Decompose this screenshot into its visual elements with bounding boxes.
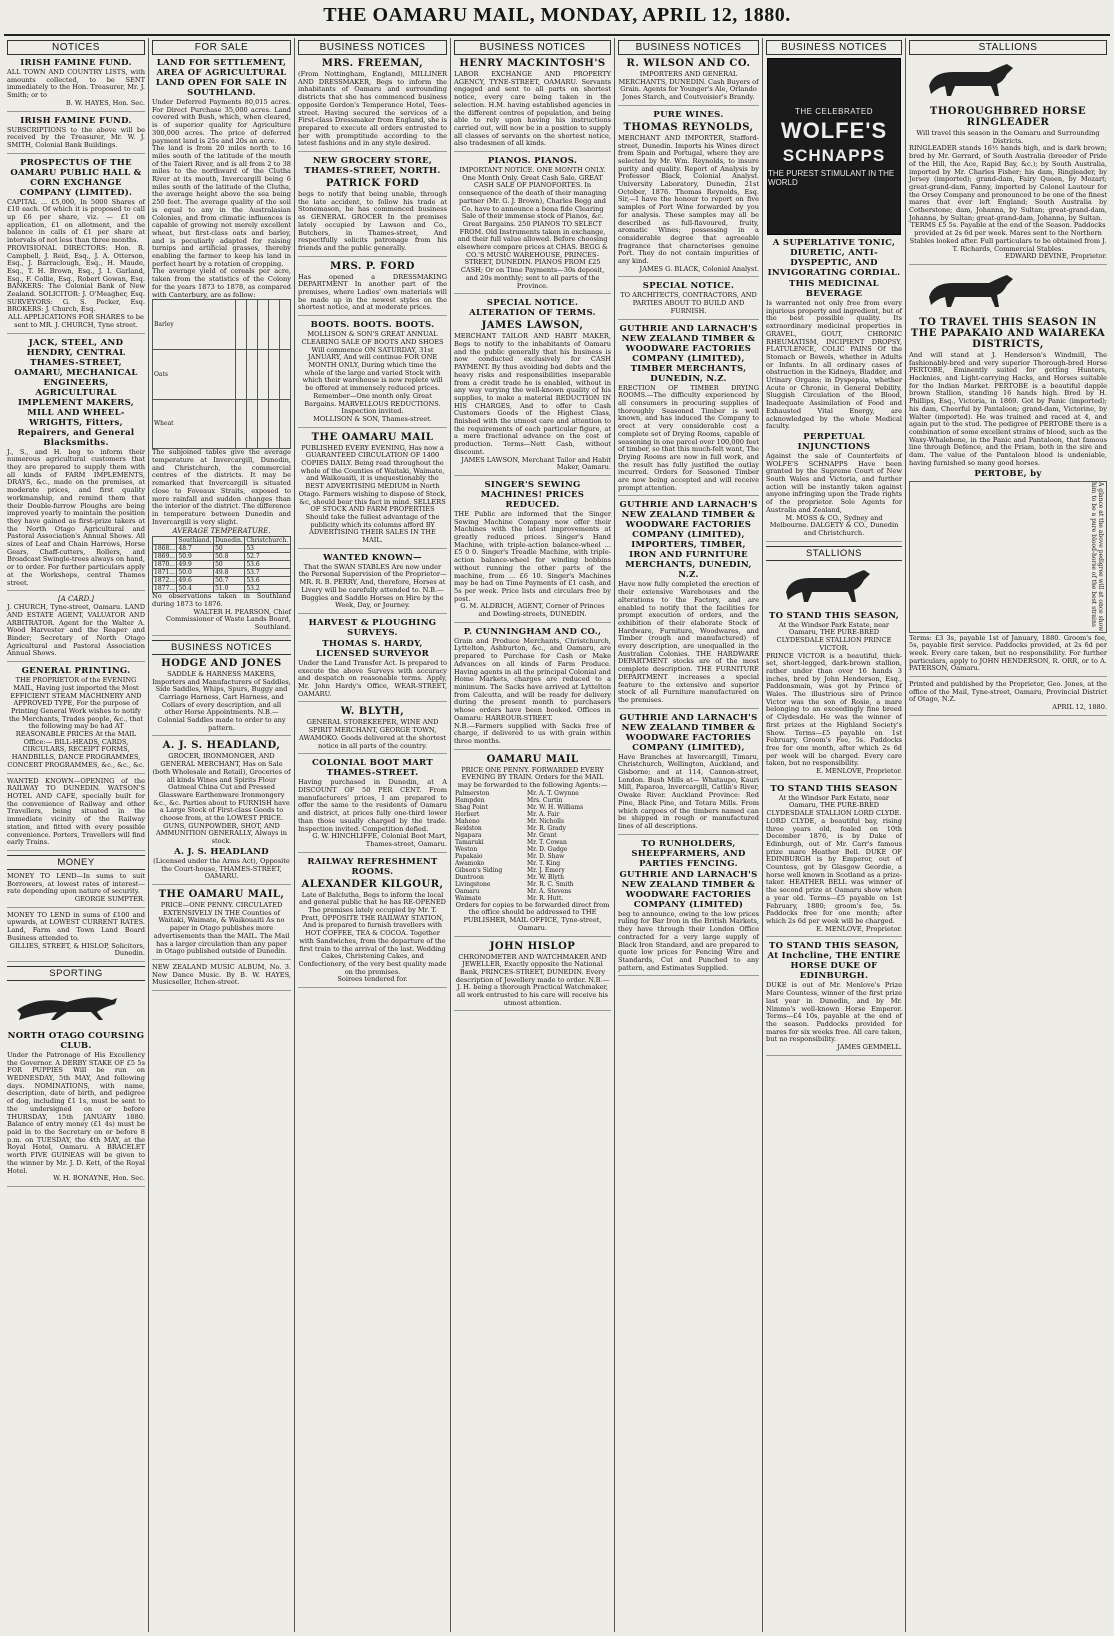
column-header: BUSINESS NOTICES [298, 40, 447, 55]
guthrie-larnach-fencing-ad: TO RUNHOLDERS, SHEEPFARMERS, AND PARTIES FENCING. GUTHRIE AND LARNACH'S NEW ZEALAND TIMBER & WOODWARE FACTORIES COMPANY (LIMITED) beg to announce, owing to the low prices ruling for Bar Iron in the British Markets, they have through their London Office contracted for a very large supply of Black Iron Standard, and are prepared to quote low prices for Fencing Wire and Standards, Cut and Punched to any pattern, and Estimates Supplied. [618, 839, 759, 977]
duke-of-edinburgh-ad: TO STAND THIS SEASON, At Inchcline, THE ENTIRE HORSE DUKE OF EDINBURGH. DUKE is out of Mr. Menlove's Prize Mare Countess, winner of the first prize last year in Dunedin, and by Mr. Nimmo's well-known Horse Emperor. Terms—£4 10s, payable at the end of the season. Paddocks provided for mares for six weeks free. All care taken, but no responsibility. JAMES GEMMELL. [766, 941, 902, 1055]
singer-sewing-ad: SINGER'S SEWING MACHINES! PRICES REDUCED. THE Public are informed that the Singer Sewing Machine Company now offer their Machines with the latest improvements at greatly reduced prices. Singer's Hand Machine, with triple-action balance-wheel ... £5 0 0. Singer's Treadle Machine, with triple-action balance-wheel for winding bobbins without running the other parts of the machine, from ... £6 10. Singer's Machines may be had on Time Payments of £1 cash, and 5s per week. Price lists and circulars free by post. G. M. ALDRICH, AGENT, Corner of Princes and Dowling-streets, DUNEDIN. [454, 480, 611, 623]
ford-grocer-ad: NEW GROCERY STORE, THAMES-STREET, NORTH. PATRICK FORD begs to notify that being unable, through the late accident, to follow his trade at Stonemason, he has commenced business as GENERAL GROCER In the premises lately occupied by Lawson and Co., Butchers, in Thames-street, And respectfully solicits patronage from his friends and the public generally. [298, 156, 447, 257]
oamaru-mail-guarantee-ad: THE OAMARU MAIL PUBLISHED EVERY EVENING, Has now a GUARANTEED CIRCULATION OF 1400 COPIES DAILY. Being read throughout the whole of the Counties of Waitaki, Waimate, and Waikouaiti, it is unquestionably the BEST ADVERTISING MEDIUM in North Otago. Farmers wishing to dispose of Stock, &c, should bear this fact in mind. SELLERS OF STOCK AND FARM PROPERTIES Should take the fullest advantage of the publicity which its columns afford BY ADVERTISING THEIR SALES IN THE MAIL. [298, 432, 447, 549]
lord-clyde-ad: TO STAND THIS SEASON At the Windsor Park Estate, near Oamaru, THE PURE-BRED CLYDESDALE STALLION LORD CLYDE. LORD CLYDE, a beautiful bay, rising three years old, foaled on 10th December 1876, is by Duke of Edinburgh, out of Mr. Carr's famous prize mare Heather Bell. DUKE OF EDINBURGH is by Emperor, out of Countess, got by Glasgow Geordie, a horse well known in Scotland as a prize-taker. HEATHER BELL was winner of the second prize at Oamaru show when a year old. Terms—£5 payable on 1st February, 1880; groom's fee, 5s. Paddocks free for one month; after which 2s 6d per week will be charged. E. MENLOVE, Proprietor. [766, 784, 902, 938]
column-business-notices-2 [451, 38, 615, 1632]
oamaru-mail-agents-ad: OAMARU MAIL PRICE ONE PENNY. FORWARDED EVERY EVENING BY TRAIN. Orders for the MAIL may be forwarded to the following Agents:— Palmerston Mr. A. T. Gwynne Hampden Mrs. Curtin Shag Point Mr. W. H. Williams Herbert Mr. A. Fair Maheno Mr. Nicholls Reidston Mr. R. Grady Ngapara Mr. Grant Tamaruki Mr. T. Cowan Weston Mr. D. Gudge Papakaio Mr. D. Shaw Awamoko Mr. T. King Gibson's Siding Mr. J. Emery Duntroon Mr. W. Blyth Livingstone Mr. R. C. Smith Oamaru Mr. A. Stevens Waimate Mr. R. Hutt. Orders for copies to be forwarded direct from the office should be addressed to THE PUBLISHER, MAIL OFFICE, Tyne-street, Oamaru. [454, 754, 611, 937]
column-header: NOTICES [7, 40, 145, 55]
hardy-surveyor-ad: HARVEST & PLOUGHING SURVEYS. THOMAS S. HARDY, LICENSED SURVEYOR Under the Land Transfer Act. Is prepared to execute the above Surveys with accuracy and despatch on reasonable terms. Apply, Mr. John Hardy's Office, WEAR-STREET, OAMARU. [298, 618, 447, 703]
horse-illustration-icon [766, 566, 886, 604]
wilson-merchants-ad: R. WILSON AND CO. IMPORTERS AND GENERAL MERCHANTS, DUNEDIN. Cash Buyers of Grain. Agents for Younger's Ale, Orlando Jones Starch, and Coutvoisier's Brandy. [618, 58, 759, 106]
section-header-business: BUSINESS NOTICES [152, 640, 291, 655]
public-hall-prospectus: PROSPECTUS OF THE OAMARU PUBLIC HALL & CORN EXCHANGE COMPANY (LIMITED). CAPITAL ... £5,000, In 5000 Shares of £10 each. Of which it is proposed to call up £6 per share, viz. — £1 on application, £1 on allotment, and the balance in calls of £1 per share at intervals of not less than three months. PROVISIONAL DIRECTORS: Hon. R. Campbell, J. Reid, Esq., J. A. Otterson, Esq., J. Barraclough, Esq., H. Maude, Esq., T. H. Brown, Esq., J. I. Garland, Esq., F. Collie, Esq., Robert Gowan, Esq. BANKERS: The Colonial Bank of New Zealand. SOLICITOR: J. O'Meagher, Esq. SURVEYORS: G. S. Pecker, Esq. BROKERS: J. Church, Esq. ALL APPLICATIONS FOR SHARES to be sent to MR. J. CHURCH, Tyne street. [7, 158, 145, 334]
guthrie-larnach-branches-ad: GUTHRIE AND LARNACH'S NEW ZEALAND TIMBER & WOODWARE FACTORIES COMPANY (LIMITED), Have Branches at Invercargill, Timaru, Christchurch, Wellington, Auckland, and Gisborne; and at 114, Cannon-street, London. Bush Mills at— Whataupo, Kauri Mill, Paparoa, Invercargill, Catlin's River, Owake River. Auckland Province: Red Pine, Black Pine, and Totara Mills. From which cargoes of the timbers named can be shipped in rough or manufactured lines of all descriptions. [618, 713, 759, 835]
watsons-hotel-ad: WANTED KNOWN—OPENING of the RAILWAY TO DUNEDIN. WATSON'S HOTEL AND CAFE, specially built for the convenience of Railway and other Travellers, being situated in the immediate vicinity of the Railway station, and fitted with every possible convenience. Porters, Travellers will find early Trains. [7, 778, 145, 851]
yield-table: Barley Oats Wheat [152, 299, 291, 449]
pertobe-ad: TO TRAVEL THIS SEASON IN THE PAPAKAIO AND WAIAREKA DISTRICTS, And will stand at J. Henderson's Windmill, The fashionably-bred and very superior Thorough-bred Horse PERTOBE, Eminently suited for getting Hunters, Hacknies, and Light-carrying Hacks, and Horses suitable for the Indian Market. PERTOBE is a beautiful dapple brown Stallion, standing 16 hands high. Bred by H. Phillips, Esq., Victoria, in 1869. Got by Panic (imported); his dam, Cheerful by Pantaloon; grand-dam, Victorine, by Walter (imported). He was trained and raced at 4, and again put to the stud. The pedigree of PERTOBE there is a combination of some excellent strains of blood, such as the Waxy-Whalebone, in the Panic and Pantaloon, that famous line through Defence, and the Priam, both in the sire and dam. The value of the Pantaloon blood is undeniable, having furnished so many good horses. PERTOBE, by A glance at the above pedigree will at once show him to be a pure blood-horse of the best strains Terms: £3 3s, payable 1st of January, 1880. Groom's fee, 5s, payable first service. Paddocks provided, at 2s 6d per week. Every care taken, but no responsibility. For further particulars, apply to JOHN HENDERSON, R. ORR, or to A. PATERSON, Oamaru. [909, 269, 1107, 677]
architects-notice: SPECIAL NOTICE. TO ARCHITECTS, CONTRACTORS, AND PARTIES ABOUT TO BUILD AND FURNISH. [618, 281, 759, 319]
column-business-notices-1 [295, 38, 451, 1632]
lawson-tailor-ad: SPECIAL NOTICE. ALTERATION OF TERMS. JAMES LAWSON, MERCHANT TAILOR AND HABIT MAKER, Begs to notify to the inhabitants of Oamaru and the public generally that his business is now conducted exclusively for CASH PAYMENT. By thus avoiding bad debts and the heavy risks and responsibilities inseparable from a credit trade he is enabled, without in any way varying the well-known quality of his supplies, to make a material REDUCTION IN HIS CHARGES, And to offer to Cash Customers Goods of the Highest Class, finished with the utmost care and attention to the requirements of each particular figure, at a mere fractional advance on the cost of production. Terms—Nett Cash, without discount. JAMES LAWSON, Merchant Tailor and Habit Maker, Oamaru. [454, 298, 611, 476]
column-header: FOR SALE [152, 40, 291, 55]
column-header: BUSINESS NOTICES [766, 40, 902, 55]
horse-illustration-icon [909, 271, 1029, 309]
headland-grocer-ad: A. J. S. HEADLAND, GROCER, IRONMONGER, AND GENERAL MERCHANT, Has on Sale (both Wholesale and Retail), Groceries of all kinds Wines and Spirits Flour Oatmeal China Cut and Pressed Glassware Earthenware Ironmongery &c., &c. Parties about to FURNISH have a Large Stock of First-class Goods to choose from, at the LOWEST PRICE. GUNS, GUNPOWDER, SHOT, AND AMMUNITION GENERALLY, Always in stock. A. J. S. HEADLAND (Licensed under the Arms Act), Opposite the Court-house, THAMES-STREET, OAMARU. [152, 740, 291, 885]
ringleader-ad: THOROUGHBRED HORSE RINGLEADER Will travel this season in the Oamaru and Surrounding Districts. RINGLEADER stands 16½ hands high, and is dark brown; bred by Mr. Gerrard, of South Australia (breeder of Pride of the Hill, the Ace, Rapid Bay, &c.); by South Australia, imported by Mr. Charles Fisher; his dam, Ringleader, by Jersey (imported); grand-dam, Fairy Queen, by Mozart; great-grand-dam, Fanny, imported by Colonel Lautour for the Orsey Company and pronounced to be one of the finest mares that ever left England; South Australia by Cotherstone; dam, Johanna, by Sultan; great-grand-dam, Johanna, by Sultan; great-grand-dam, Johanna, by Sultan. TERMS £5 5s. Payable at the end of the Season. Paddocks provided at 2s 6d per week. Mares sent to the Northern Stables looked after. Full particulars to be obtained from J. T. Richards, Commercial Stables. EDWARD DEVINE, Proprietor. [909, 58, 1107, 265]
column-header: STALLIONS [909, 40, 1107, 55]
irish-famine-fund-notice: IRISH FAMINE FUND. ALL TOWN AND COUNTRY LISTS, with amounts collected, to be SENT immediately to the Hon. Treasurer, Mr. J. Smith; or to B. W. HAYES, Hon. Sec. [7, 58, 145, 112]
guthrie-larnach-warehouses-ad: GUTHRIE AND LARNACH'S NEW ZEALAND TIMBER & WOODWARE FACTORIES COMPANY (LIMITED), IMPORTERS, TIMBER, IRON AND FURNITURE MERCHANTS, DUNEDIN, N.Z. Have now fully completed the erection of their extensive Warehouses and the alterations to the Factory, and are enabled to notify that the facilities for prompt execution of orders, and the exhibition of their elaborate Stock of Hardware, Furniture, Woodwares, and Timber (rough and manufactured) of every description, are unequalled in the Australian Colonies. THE HARDWARE DEPARTMENT stocks are of the most complete description. THE FURNITURE DEPARTMENT increases a special feature to the extensive and superior stock of all Furniture manufactured on the premises. [618, 500, 759, 708]
column-for-sale [149, 38, 295, 1632]
column-header: BUSINESS NOTICES [618, 40, 759, 55]
hodge-jones-ad: HODGE AND JONES SADDLE & HARNESS MAKERS, Importers and Manufacturers of Saddles, Side Saddles, Whips, Spurs, Buggy and Carriage Harness, Cart Harness, and Collars of every description, and all other Horse Appointments. N.B.—Colonial Saddles made to order to any pattern. [152, 658, 291, 737]
money-to-lend-gillies: MONEY TO LEND in sums of £100 and upwards, at LOWEST CURRENT RATES. Land, Farm and Town Land Board Business attended to. GILLIES, STREET, & HISLOP, Solicitors, Dunedin. [7, 912, 145, 962]
swan-stables-ad: WANTED KNOWN— That the SWAN STABLES Are now under the Personal Supervision of the Proprietor— MR. R. B. PERRY, And, therefore, Horses at Livery will be carefully attended to. N.B.—Buggies and Saddle Horses on Hire by the Week, Day, or Journey. [298, 553, 447, 614]
agents-table: Palmerston Mr. A. T. Gwynne Hampden Mrs. Curtin Shag Point Mr. W. H. Williams Herbert Mr. A. Fair Maheno Mr. Nicholls Reidston Mr. R. Grady Ngapara Mr. Grant Tamaruki Mr. T. Cowan Weston Mr. D. Gudge Papakaio Mr. D. Shaw Awamoko Mr. T. King Gibson's Siding Mr. J. Emery Duntroon Mr. W. Blyth Livingstone Mr. R. C. Smith Oamaru Mr. A. Stevens Waimate Mr. R. Hutt. [455, 789, 584, 902]
pedigree-table: A glance at the above pedigree will at once show him to be a pure blood-horse of the best strains [909, 481, 1107, 633]
cunningham-grain-ad: P. CUNNINGHAM AND CO., Grain and Produce Merchants, Christchurch, Lyttelton, Ashburton, &c., and Oamaru, are prepared to Purchase for Cash or Make Advances on all kinds of Farm Produce. Having agents in all the principal Colonial and Home Markets, charges are reduced to a minimum. The Sacks have arrived at Lyttelton from Calcutta, and will be ready for delivery during the present month to purchasers whose orders have been booked. Offices in Oamaru: HAREOUR-STREET. N.B.—Farmers supplied with Sacks free of charge, if delivered to us with grain within three months. [454, 627, 611, 750]
church-card-ad: [A CARD.] J. CHURCH, Tyne-street, Oamaru. LAND AND ESTATE AGENT, VALUATOR AND ARBITRATOR. Agent for the Walter A. Wood Harvester and the Reaper and Binder; Secretary of North Otago Agricultural and Pastoral Association Annual Shows. [7, 595, 145, 662]
column-business-notices-3 [615, 38, 763, 1632]
hislop-watchmaker-ad: JOHN HISLOP CHRONOMETER AND WATCHMAKER AND JEWELLER, Exactly opposite the National Bank, PRINCES-STREET, DUNEDIN. Every description of Jewellery made to order. N.B.—J. H. being a thorough Practical Watchmaker, all work entrusted to his care will receive his utmost attention. [454, 941, 611, 1012]
irish-famine-fund-subscriptions: IRISH FAMINE FUND. SUBSCRIPTIONS to the above will be received by the Treasurer, Mr. W. J. SMITH, Colonial Bank Buildings. [7, 116, 145, 154]
general-printing-ad: GENERAL PRINTING. THE PROPRIETOR of the EVENING MAIL, Having just imported the Most EFFICIENT STEAM MACHINERY AND APPROVED TYPE, For the purpose of Printing General Work wishes to notify the Merchants, Trades people, &c., that the following may be had AT REASONABLE PRICES At the MAIL Office:— BILL-HEADS, CARDS, CIRCULARS, RECEIPT FORMS, HANDBILLS, DANCE PROGRAMMES, CONCERT PROGRAMMES, &c., &c., &c. [7, 666, 145, 773]
oamaru-mail-circulation-ad: THE OAMARU MAIL, PRICE—ONE PENNY. CIRCULATED EXTENSIVELY IN THE Counties of Waitaki, Waimate, & Waikouaiti As no paper in Otago publishes more advertisements than the MAIL. The Mail has a larger circulation than any paper in Otago published outside of Dunedin. [152, 889, 291, 960]
begg-pianos-ad: PIANOS. PIANOS. IMPORTANT NOTICE. ONE MONTH ONLY. One Month Only. Great Cash Sale. GREAT CASH SALE OF PIANOFORTES. In consequence of the death of their managing partner (Mr. G. J. Brown), Charles Begg and Co. have to announce a bona fide Clearing Sale of their immense stock of Pianos, &c. Great Bargains. 250 PIANOS TO SELECT FROM. Old Instruments taken in exchange, and their full value allowed. Before choosing elsewhere compare prices at CHAS. BEGG & CO.'S MUSIC WAREHOUSE, PRINCES-STREET, DUNEDIN. PIANOS FROM £25 CASH; Or on Time Payments—30s deposit, and 20s monthly; sent to all parts of the Province. [454, 156, 611, 294]
section-header-sporting: SPORTING [7, 966, 145, 981]
page-title: THE OAMARU MAIL, MONDAY, APRIL 12, 1880. [323, 4, 791, 26]
money-to-lend-sumpter: MONEY TO LEND—In sums to suit Borrowers, at lowest rates of interest—rate depending upon nature of security. GEORGE SUMPTER. [7, 873, 145, 908]
column-header: BUSINESS NOTICES [454, 40, 611, 55]
column-notices [4, 38, 149, 1632]
column-business-notices-4 [763, 38, 906, 1632]
coursing-club-notice: NORTH OTAGO COURSING CLUB. Under the Patronage of His Excellency the Governor. A DERBY STAKE OF £5 5s FOR PUPPIES Will be run on WEDNESDAY, 5th MAY, And following days. NOMINATIONS, with name, description, date of birth, and pedigree of dog, including £1 1s, must be sent to the undersigned on or before THURSDAY, 15th JANUARY 1880. Balance of entry money (£1 4s) must be paid in to the Secretary on or before 8 p.m. on TUESDAY, the 4th MAY, at the Royal Hotel, Oamaru. A BRACELET worth FIVE GUINEAS will be given to the winner by Mr. J. D. Kett, of the Royal Hotel. W. H. BONAYNE, Hon. Sec. [7, 984, 145, 1187]
blyth-storekeeper-ad: W. BLYTH, GENERAL STOREKEEPER, WINE AND SPIRIT MERCHANT, GEORGE TOWN, AWAMOKO. Goods delivered at the shortest notice in all parts of the country. [298, 706, 447, 754]
temperature-table: Southland. Dunedin. Christchurch. 1868... 48.7 50 53 1869... 50.9 50.8 52.7 1870... 49.9 50 53.6 1871... 50.0 49.8 53.7 1872... 49.6 50.7 53.6 1877... 50.4 51.0 53.2 [152, 536, 291, 593]
mackintosh-labor-exchange-ad: HENRY MACKINTOSH'S LABOR EXCHANGE AND PROPERTY AGENCY, TYNE-STREET, OAMARU. Servants engaged and sent to all parts on shortest notice, every care being taken in the selection. H.M. having established agencies in the different centres of population, and being able to rely upon having his instructions carried out, will now be in a position to supply all classes of servants on the shortest notice, also tradesmen of all kinds. [454, 58, 611, 152]
columns [4, 38, 1110, 1632]
column-stallions [906, 38, 1110, 1632]
imprint: Printed and published by the Proprietor, Geo. Jones, at the office of the Mail, Tyne-street, Oamaru, Provincial District of Otago, N.Z. APRIL 12, 1880. [909, 681, 1107, 716]
wolfes-schnapps-logo: THE CELEBRATED WOLFE'S SCHNAPPS THE PUREST STIMULANT IN THE WORLD [767, 58, 901, 235]
schnapps-ad: A SUPERLATIVE TONIC, DIURETIC, ANTI-DYSPEPTIC, AND INVIGORATING CORDIAL. THIS MEDICINAL BEVERAGE Is warranted not only free from every injurious property and ingredient, but of the best possible quality. Its extraordinary medicinal properties in GRAVEL, GOUT, CHRONIC RHEUMATISM, INCIPIENT DROPSY, FLATULENCE, COLIC PAINS Of the Stomach or Bowels, whether in Adults or Infants. In all ordinary cases of obstruction in the Kidneys, Bladder, and Urinary Organs; in Dyspepsia, whether Acute or Chronic, in General Debility, Sluggish Circulation of the Blood, Inadequate Assimilation of Food and Exhausted Vital Energy, are acknowledged by the whole Medical faculty. PERPETUAL INJUNCTIONS Against the sale of Counterfeits of WOLFE'S SCHNAPPS Have been granted by the Supreme Court of New South Wales and Victoria, and further action will be instantly taken against anyone infringing upon the Trade rights of the proprietor. Sole Agents for Australia and Zealand, M. MOSS & CO., Sydney and Melbourne. DALGETY & CO., Dunedin and Christchurch. [766, 238, 902, 542]
prince-victor-ad: TO STAND THIS SEASON, At the Windsor Park Estate, near Oamaru, THE PURE-BRED CLYDESDALE STALLION PRINCE VICTOR. PRINCE VICTOR is a beautiful, thick-set, short-legged, dark-brown stallion, rather under than over 16 hands 3 inches, bred by John Henderson, Esq., Paddonsmain, was got by Prince of Wales. The illustrious sire of Prince Victor was the son of Rosie, a mare belonging to an exceedingly fine breed of Clydesdale. He was the winner of first prizes at the Highland Society's Show. Terms—£5 payable on 1st February, Groom's Fee, 5s. Paddocks free for one month, after which 2s 6d per week will be charged. Every care taken, but no responsibility. E. MENLOVE, Proprietor. [766, 564, 902, 780]
mrs-ford-dressmaking-ad: MRS. P. FORD Has opened a DRESSMAKING DEPARTMENT In another part of the premises, where Ladies' own materials will be made up in the newest styles on the shortest notice, and at moderate prices. [298, 261, 447, 317]
freeman-milliner-ad: MRS. FREEMAN, (From Nottingham, England), MILLINER AND DRESSMAKER, Begs to inform the inhabitants of Oamaru and surrounding districts that she has commenced business opposite Gordon's Temperance Hotel, Tees-street. Having secured the services of a First-class Dressmaker from England, she is prepared to execute all orders entrusted to her with promptitude according to the latest fashions and in any style desired. [298, 58, 447, 152]
section-header-stallions: STALLIONS [766, 546, 902, 561]
kilgour-refreshment-ad: RAILWAY REFRESHMENT ROOMS. ALEXANDER KILGOUR, Late of Balclutha, Begs to inform the local and general public that he has RE-OPENED The premises lately occupied by Mr. T. Pratt, OPPOSITE THE RAILWAY STATION, And is prepared to furnish travellers with HOT COFFEE, TEA & COCOA. Together with Sandwiches, from the departure of the first train to the arrival of the last. Wedding Cakes, Christening Cakes, and Confectionery, of the very best quality made on the premises. Soirees tendered for. [298, 857, 447, 988]
southland-land-ad: LAND FOR SETTLEMENT, AREA OF AGRICULTURAL LAND OPEN FOR SALE IN SOUTHLAND. Under Deferred Payments 80,015 acres. For Direct Purchase 35,000 acres. Land covered with Bush, which, when cleared, is of superior quality for Agriculture 300,000 acres. The price of deferred payment land is 25s and 20s an acre. The land is from 20 miles north to 16 miles south of the latitude of the mouth of the Taieri River, and is all from 2 to 38 miles to the northward of the Clutha River at its mouth, Invercargill being 6 miles south of the latitude of the Clutha, the average height above the sea being 250 feet. The average quality of the soil is equal to any in the Australasian Colonies, and from climatic influences is capable of growing not merely excellent wheat, but first-class oats and barley, and is peculiarly adapted for raising turnips and artificial grasses, thereby enabling the farmer to keep his land in perfect heart by a rotation of cropping. The average yield of cereals per acre, taken from the statistics of the Colony for the years 1873 to 1878, as compared with Canterbury, are as follow: Barley Oats Wheat The subjoined tables give the average temperature at Invercargill, Dunedin, and Christchurch, the commercial centres of the districts. It may be remarked that Invercargill is situated close to Foveaux Straits, exposed to more rainfall and sudden changes than the interior of the district. The difference in temperature between Dunedin and Invercargill is very slight. AVERAGE TEMPERATURE. Southland. Dunedin. Christchurch. 1868... 48.7 50 53 1869... 50.9 50.8 52.7 1870... 49.9 50 53.6 1871... 50.0 49.8 53.7 1872... 49.6 50.7 53.6 1877... 50.4 51.0 53.2 No observations taken in Southland during 1873 to 1876. WALTER H. PEARSON, Chief Commissioner of Waste Lands Board, Southland. [152, 58, 291, 636]
reynolds-wines-ad: PURE WINES. THOMAS REYNOLDS, MERCHANT AND IMPORTER, Stafford-street, Dunedin. Imports his Wines direct from Spain and Portugal, where they are selected by Mr. Wm. Reynolds, to insure purity and quality. Report of Analysis by Professor Black, Colonial Analyst. University Laboratory, Dunedin, 21st October, 1876. Thomas Reynolds, Esq. Sir,—I have the honour to report on five samples of Port Wine forwarded by you for analysis. These samples may all be described as full-flavoured, fruity, aromatic Wines; possessing in a considerable degree that agreeable fragrance that characterises genuine Port. They do not contain impurities of any kind. JAMES G. BLACK, Colonial Analyst. [618, 110, 759, 278]
colonial-boot-mart-ad: COLONIAL BOOT MART THAMES-STREET. Having purchased in Dunedin, at A DISCOUNT OF 50 PER CENT. From manufacturers' prices, I am prepared to offer the same to the residents of Oamaru and district, at prices fully one-third lower than those usually charged by the trade. Inspection invited. Competition defied. G. W. HINCHLIFFE, Colonial Boot Mart, Thames-street, Oamaru. [298, 758, 447, 852]
music-album-ad: NEW ZEALAND MUSIC ALBUM, No. 3. New Dance Music. By B. W. HAYES, Musicseller, Itchen-street. [152, 964, 291, 991]
masthead [4, 0, 1110, 36]
mollison-boots-ad: BOOTS. BOOTS. BOOTS. MOLLISON & SON'S GREAT ANNUAL CLEARING SALE OF BOOTS AND SHOES Will commence ON SATURDAY, 31st JANUARY, And will continue FOR ONE MONTH ONLY, During which time the whole of the large and varied Stock with which their warehouse is now replete will be offered at immensely reduced prices. Remember—One month only. Great Bargains. MARVELLOUS REDUCTIONS. Inspection invited. MOLLISON & SON, Thames-street. [298, 320, 447, 427]
guthrie-larnach-drying-rooms-ad: GUTHRIE AND LARNACH'S NEW ZEALAND TIMBER & WOODWARE FACTORIES COMPANY (LIMITED), TIMBER MERCHANTS, DUNEDIN, N.Z. ERECTION OF TIMBER DRYING ROOMS.—The difficulty experienced by all consumers in procuring supplies of thoroughly Seasoned Timber is well known, and has induced the Company to erect at very considerable cost a complete set of Drying Rooms, capable of seasoning in one parcel over 100,000 feet of timber, so that this much-felt want, The Drying Rooms are now in full work, and the result has fully justified the outlay incurred. Orders for Seasoned Timber are now being accepted and will receive prompt attention. [618, 324, 759, 497]
greyhound-illustration-icon [7, 986, 127, 1024]
section-header-money: MONEY [7, 855, 145, 870]
horse-illustration-icon [909, 60, 1029, 98]
jack-steel-hendry-ad: JACK, STEEL, AND HENDRY, CENTRAL THAMES-STREET, OAMARU, MECHANICAL ENGINEERS, AGRICULTURAL IMPLEMENT MAKERS, MILL AND WHEEL-WRIGHTS, Fitters, Repairers, and General Blacksmiths. J., S., and H. beg to inform their numerous agricultural customers that they are prepared to supply them with all kinds of FARM IMPLEMENTS, DRAYS, &c., made on the premises, at moderate prices, and first quality workmanship, and remind them that their Double-furrow Ploughs are being improved yearly to maintain the position they have gained as first-prize takers at the North Otago Agricultural and Pastoral Association's Annual Shows. All sizes of Leaf and Chain Harrows, Horse Gears, Chaff-cutters, Rollers, and Broadcast Swingle-trees always on hand, or to order. For further particulars apply at the Workshops, central Thames street. [7, 338, 145, 592]
